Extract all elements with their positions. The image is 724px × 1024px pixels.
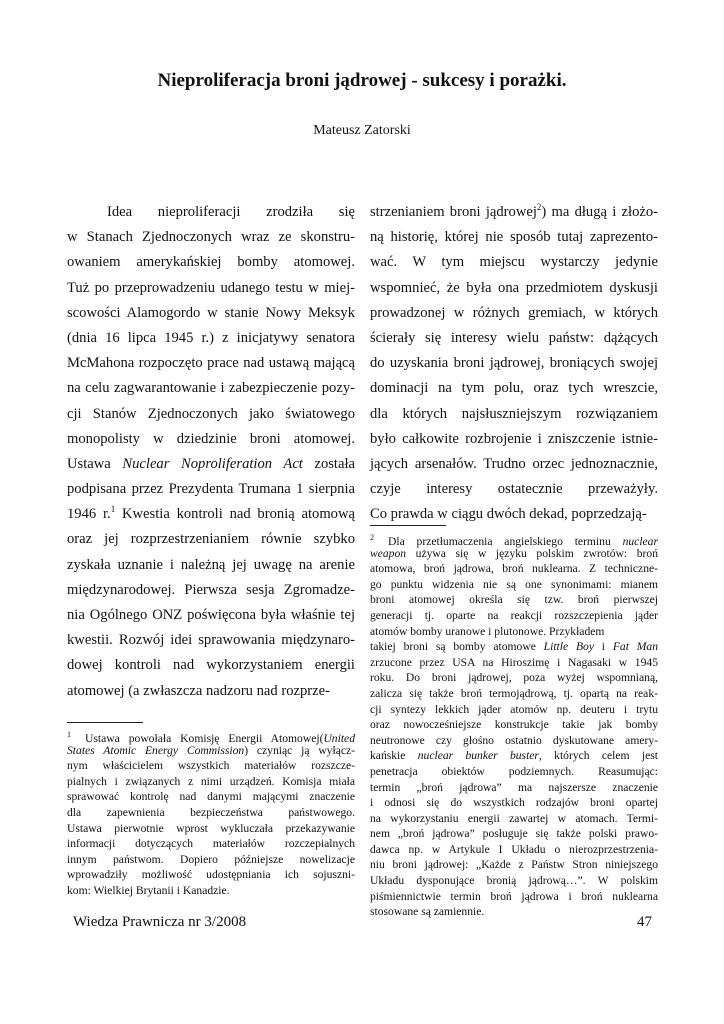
italic-term: nuclear bunker buster	[417, 749, 539, 763]
body-text-line: monopolisty w dziedzinie broni atomowej.	[67, 430, 355, 447]
footnote-line: wprowadziły możliwość udostępniania ich sojuszni-	[67, 868, 355, 882]
body-text-line: scowości Alamogordo w stanie Nowy Meksyk	[67, 304, 355, 321]
body-text-line: Co prawda w ciągu dwóch dekad, poprzedzają-	[370, 506, 647, 523]
body-text-line: dla których najsłuszniejszym rozwiązaniem	[370, 405, 658, 422]
footnote-line: niu broni jądrowej: „Każde z Państw Stron niniejszego	[370, 858, 658, 872]
footnote-line: nym właścicielem wszystkich materiałów rozszcze-	[67, 759, 355, 773]
body-text-line: na celu zagwarantowanie i zabezpieczenie pozy-	[67, 380, 355, 397]
italic-term: weapon	[370, 546, 407, 560]
text-run: Ustawa powołała Komisję Energii Atomowej(	[85, 731, 324, 745]
body-text-line: oraz jej rozprzestrzenianiem równie szybko	[67, 531, 355, 548]
footnote-reference[interactable]: 1	[110, 504, 116, 515]
body-text-line: McMahona rozpoczęto prace nad ustawą mającą	[67, 355, 355, 372]
body-text-line: Idea nieproliferacji zrodziła się	[107, 204, 355, 220]
body-text-line: owaniem amerykańskiej bomby atomowej.	[67, 254, 355, 271]
footnote-line	[67, 743, 355, 759]
footnote-line: dawca np. w Artykule I Układu o nierozprzestrzenia-	[370, 842, 658, 856]
footnote-line: oraz nowocześniejsze konstrukcje takie jak bomby	[370, 718, 658, 732]
footnote-1	[67, 722, 355, 899]
footnote-line: dla zapewnienia bezpieczeństwa państwowego.	[67, 805, 355, 819]
body-text-line	[67, 502, 355, 527]
text-run: Dla przetłumaczenia angielskiego terminu	[388, 534, 623, 548]
footnote-line: Układu dysponujące bronią jądrową…”. W polskim	[370, 874, 658, 888]
footnote-line: zrzucone przez USA na Hiroszimę i Nagasaki w 1945	[370, 655, 658, 669]
body-text-line: wspomnieć, że była ona przedmiotem dyskusji	[370, 279, 658, 296]
footnote-line: penetracja obiektów podziemnych. Reasumując:	[370, 764, 658, 778]
body-text-line: Tuż po przeprowadzeniu udanego testu w miej-	[67, 279, 355, 296]
footnote-line: sprawować kontrolę nad danymi mającymi znaczenie	[67, 790, 355, 804]
text-run: takiej broni są bomby atomowe	[370, 640, 544, 654]
body-text-line: międzynarodowej. Pierwsza sesja Zgromadze-	[67, 581, 355, 598]
footnote-line: roku. Do broni jądrowej, poza wyżej wspomnianą,	[370, 671, 658, 685]
text-run: , których celem jest	[538, 749, 658, 763]
body-text-line: jących arsenałów. Trudno orzec jednoznacznie,	[370, 455, 658, 472]
text-run: Ustawa	[67, 455, 123, 472]
article-title: Nieproliferacja broni jądrowej - sukcesy i porażki.	[157, 70, 567, 91]
footnote-line: kom: Wielkiej Brytanii i Kanadzie.	[67, 883, 230, 897]
body-text-line: w Stanach Zjednoczonych wraz ze skonstru-	[67, 229, 355, 246]
footnote-separator	[370, 525, 446, 526]
footnote-reference[interactable]: 2	[536, 202, 542, 213]
footnote-line: pialnych i związanych z nimi urządzeń. Komisja miała	[67, 774, 355, 788]
footnote-line	[370, 546, 658, 562]
text-run: została	[302, 455, 355, 472]
body-text-line: dowej kontroli nad wykorzystaniem energii	[67, 657, 355, 674]
body-text-line: czyje interesy ostatecznie przeważyły.	[370, 481, 658, 498]
text-run: kańskie	[370, 749, 418, 763]
text-run: 1946 r.	[67, 506, 111, 523]
body-text-line: do uzyskania broni jądrowej, broniących swojej	[370, 355, 658, 372]
body-text-line: prowadzonej w różnych gremiach, w których	[370, 304, 658, 321]
footnote-line: atomów bomby uranowe i plutonowe. Przykładem	[370, 624, 605, 638]
body-text-line: wać. W tym miejscu wystarczy jedynie	[370, 254, 658, 271]
footnote-line: piśmiennictwie termin broń jądrowa i broń nuklearna	[370, 889, 658, 903]
footnote-number: 1	[67, 730, 71, 739]
footnote-line	[370, 639, 658, 655]
journal-footer: Wiedza Prawnicza nr 3/2008	[73, 914, 247, 930]
text-run: i	[593, 640, 613, 654]
footnote-line: nem „broń jądrowa” posługuje się także polski prawo-	[370, 827, 658, 841]
footnote-line: i odnosi się do wszystkich rodzajów broni opartej	[370, 796, 658, 810]
footnote-line: informacji dotyczących materiałów rozczepialnych	[67, 837, 355, 851]
text-run: ) ma długą i złożo-	[541, 204, 658, 220]
italic-term: Nuclear Noproliferation Act	[122, 455, 303, 472]
footnote-separator	[67, 722, 143, 723]
body-text-line: (dnia 16 lipca 1945 r.) z inicjatywy senatora	[67, 329, 355, 346]
footnote-line: atomowa, broń jądrowa, broń nuklearna. Z techniczne-	[370, 562, 658, 576]
body-text-line: nia Ogólnego ONZ poświęcona była właśnie tej	[67, 607, 355, 623]
body-text-line: podpisana przez Prezydenta Trumana 1 sierpnia	[67, 481, 355, 498]
footnote-line	[370, 530, 658, 546]
footnote-line: broni atomowej określa się tzw. broń pierwszej	[370, 593, 658, 607]
text-run: Kwestia kontroli nad bronią atomową	[115, 506, 355, 523]
footnote-line: zalicza się także broń termojądrową, tj. opartą na reak-	[370, 686, 658, 700]
footnote-line: Ustawa pierwotnie wprost wykluczała przekazywanie	[67, 821, 355, 835]
body-text-line: dominacji na tym polu, oraz tych wreszcie,	[370, 380, 658, 397]
footnote-line: na wykorzystaniu energii zawartej w atomach. Termi-	[370, 811, 658, 825]
footnote-line: innym państwom. Dopiero późniejsze nowelizacje	[67, 852, 355, 866]
body-text-line: kwestii. Rozwój idei sprawowania międzynaro-	[67, 632, 355, 649]
italic-term: United	[323, 731, 355, 745]
author-name: Mateusz Zatorski	[313, 123, 411, 138]
footnote-line: neutronowe czy głośno ostatnio dyskutowane amery-	[370, 733, 658, 747]
body-text-line: ną historię, której nie sposób tutaj zaprezento-	[370, 229, 658, 246]
body-text-line: było całkowite rozbrojenie i zniszczenie istnie-	[370, 430, 658, 447]
footnote-line: go punktu widzenia nie są one synonimami: mianem	[370, 577, 658, 591]
body-text-line	[67, 452, 355, 477]
footnote-line	[370, 748, 658, 764]
right-text-column	[370, 200, 658, 527]
footnote-line	[67, 727, 355, 743]
footnote-line: generacji tj. oparte na reakcji rozszczepienia jąder	[370, 608, 658, 622]
left-text-column	[67, 200, 355, 704]
body-text-line: zyskała uznanie i należną jej uwagę na arenie	[67, 556, 355, 573]
footnote-number: 2	[370, 533, 374, 542]
body-text-line	[370, 200, 658, 225]
body-text-line: atomowej (a zwłaszcza nadzoru nad rozprze-	[67, 682, 330, 699]
body-text-line: cji Stanów Zjednoczonych jako światowego	[67, 405, 355, 422]
italic-term: Little Boy	[543, 640, 594, 654]
footnote-line: stosowane są zamiennie.	[370, 905, 485, 919]
text-run: strzenianiem broni jądrowej	[370, 204, 537, 220]
footnote-line: termin „broń jądrowa” ma najszersze znaczenie	[370, 780, 658, 794]
body-text-line: ścierały się interesy wielu państw: dążących	[370, 329, 658, 346]
footnote-line: cji syntezy lekkich jąder atomów np. deuteru i trytu	[370, 702, 658, 716]
text-run: ) czyniąc ją wyłącz-	[244, 743, 356, 757]
italic-term: States Atomic Energy Commission	[67, 743, 245, 757]
italic-term: nuclear	[622, 534, 658, 548]
page-number: 47	[637, 914, 652, 930]
italic-term: Fat Man	[612, 640, 659, 654]
footnote-2	[370, 525, 658, 920]
text-run: używa się w języku polskim zwrotów: broń	[406, 546, 658, 560]
